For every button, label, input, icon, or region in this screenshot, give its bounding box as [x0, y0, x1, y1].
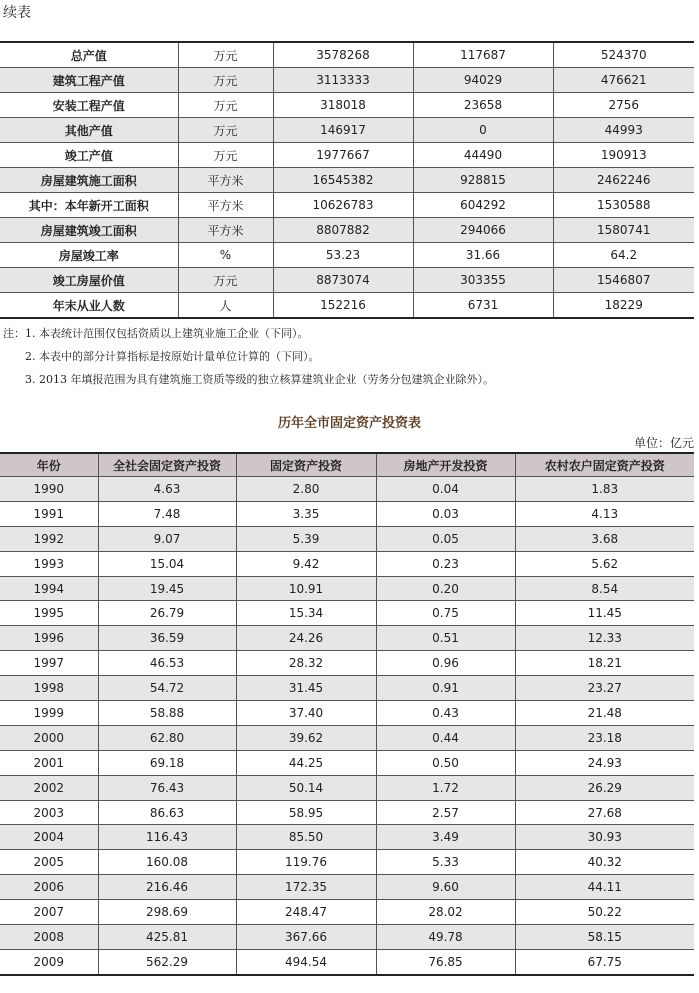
table-cell: 竣工产值 [0, 143, 178, 168]
table-cell: 1580741 [553, 218, 694, 243]
table-row [0, 93, 694, 118]
table-row [0, 193, 694, 218]
table-row [0, 68, 694, 93]
table-cell: 2002 [0, 775, 98, 800]
table-cell: 11.45 [515, 601, 694, 626]
table-cell: 万元 [178, 68, 273, 93]
table-cell: 1997 [0, 651, 98, 676]
table-row [0, 42, 694, 68]
table-cell: 18.21 [515, 651, 694, 676]
table-notes [3, 322, 494, 391]
table-cell: 5.62 [515, 551, 694, 576]
table-cell: 50.22 [515, 900, 694, 925]
table-cell: 2004 [0, 825, 98, 850]
table-cell: 604292 [413, 193, 553, 218]
col-header-real-estate: 房地产开发投资 [376, 453, 515, 477]
table-cell: 1992 [0, 526, 98, 551]
table-row [0, 651, 694, 676]
table-cell: 562.29 [98, 949, 236, 974]
table-cell: 303355 [413, 268, 553, 293]
table-cell: 0.75 [376, 601, 515, 626]
table-cell: 64.2 [553, 243, 694, 268]
table-cell: 49.78 [376, 925, 515, 950]
table-cell: 23.27 [515, 676, 694, 701]
table-cell: 万元 [178, 118, 273, 143]
table-cell: 476621 [553, 68, 694, 93]
table-cell: 竣工房屋价值 [0, 268, 178, 293]
table-cell: 44.25 [236, 750, 376, 775]
table-cell: 万元 [178, 42, 273, 68]
table-cell: 0.44 [376, 725, 515, 750]
table-cell: 1990 [0, 477, 98, 502]
header-row [0, 453, 694, 477]
continued-label: 续表 [3, 5, 31, 21]
table-cell: 4.63 [98, 477, 236, 502]
table-row [0, 800, 694, 825]
table-cell: 160.08 [98, 850, 236, 875]
table-cell: 4.13 [515, 501, 694, 526]
table-cell: 2008 [0, 925, 98, 950]
table-cell: 190913 [553, 143, 694, 168]
table-cell: 1998 [0, 676, 98, 701]
table-cell: 1.72 [376, 775, 515, 800]
table-cell: 2007 [0, 900, 98, 925]
table-cell: 23658 [413, 93, 553, 118]
table-cell: 6731 [413, 293, 553, 319]
table-cell: 85.50 [236, 825, 376, 850]
table-cell: 0 [413, 118, 553, 143]
table-cell: 0.91 [376, 676, 515, 701]
table-row [0, 775, 694, 800]
table-cell: 2009 [33, 954, 65, 969]
table-cell: 10626783 [273, 193, 413, 218]
table-cell: 37.40 [236, 701, 376, 726]
table-cell: 0.05 [376, 526, 515, 551]
table-cell: 3.68 [515, 526, 694, 551]
table-row [0, 725, 694, 750]
table-cell: 76.85 [376, 949, 515, 974]
table-cell: 15.04 [98, 551, 236, 576]
table-row [0, 676, 694, 701]
table-cell: 23.18 [515, 725, 694, 750]
table-cell: 8873074 [273, 268, 413, 293]
table-cell: 3578268 [273, 42, 413, 68]
table-cell: 万元 [178, 268, 273, 293]
table-cell: 1977667 [273, 143, 413, 168]
construction-output-table [0, 41, 694, 319]
table-cell: 总产值 [0, 42, 178, 68]
table-cell: 人 [178, 293, 273, 319]
table-cell: 房屋建筑竣工面积 [0, 218, 178, 243]
table-cell: 31.45 [236, 676, 376, 701]
fixed-asset-investment-table [0, 452, 694, 976]
table-cell: 53.23 [273, 243, 413, 268]
table-cell: 39.62 [236, 725, 376, 750]
table-cell: 平方米 [178, 168, 273, 193]
table-cell: 28.02 [376, 900, 515, 925]
table-cell: 1546807 [553, 268, 694, 293]
table-cell: 69.18 [98, 750, 236, 775]
table-row [0, 576, 694, 601]
table-cell: 0.43 [376, 701, 515, 726]
table-cell: 0.03 [376, 501, 515, 526]
table-cell: 2006 [0, 875, 98, 900]
table-cell: 1999 [0, 701, 98, 726]
table-cell: 50.14 [236, 775, 376, 800]
table-cell: 12.33 [515, 626, 694, 651]
table-row [0, 850, 694, 875]
table-cell: 172.35 [236, 875, 376, 900]
table-cell: 16545382 [273, 168, 413, 193]
table-cell: 8807882 [273, 218, 413, 243]
table-cell: 1994 [0, 576, 98, 601]
table-cell: 1991 [0, 501, 98, 526]
table-cell: 46.53 [98, 651, 236, 676]
table-cell: 2005 [0, 850, 98, 875]
table-row [0, 825, 694, 850]
table-cell: 3113333 [273, 68, 413, 93]
table-cell: 58.15 [515, 925, 694, 950]
table-cell: 19.45 [98, 576, 236, 601]
table-cell: 其中：本年新开工面积 [0, 193, 178, 218]
table-cell: 10.91 [236, 576, 376, 601]
table-cell: 0.23 [376, 551, 515, 576]
table-cell: 5.39 [236, 526, 376, 551]
table-cell: 21.48 [515, 701, 694, 726]
col-header-total-investment: 全社会固定资产投资 [98, 453, 236, 477]
table-row [0, 268, 694, 293]
table-row [0, 551, 694, 576]
table-cell: 0.51 [376, 626, 515, 651]
table-cell: 0.04 [376, 477, 515, 502]
table-cell: 建筑工程产值 [0, 68, 178, 93]
table-cell: 万元 [178, 93, 273, 118]
table-cell: 1996 [0, 626, 98, 651]
investment-table-title: 历年全市固定资产投资表 [277, 416, 421, 431]
table-row [0, 601, 694, 626]
table-cell: 44490 [413, 143, 553, 168]
table-row [0, 118, 694, 143]
note-1: 注：1. 本表统计范围仅包括资质以上建筑业施工企业（下同）。 [3, 327, 309, 340]
table-cell: 27.68 [515, 800, 694, 825]
note-2: 2. 本表中的部分计算指标是按原始计量单位计算的（下同）。 [25, 350, 320, 363]
table-row [0, 626, 694, 651]
table-cell: 86.63 [98, 800, 236, 825]
col-header-year: 年份 [0, 453, 98, 477]
table-cell: 其他产值 [0, 118, 178, 143]
table-row [0, 875, 694, 900]
note-3: 3. 2013 年填报范围为具有建筑施工资质等级的独立核算建筑业企业（劳务分包建筑企业除外）。 [25, 373, 494, 386]
table-cell: 367.66 [236, 925, 376, 950]
table-row [0, 949, 694, 974]
table-cell: 24.93 [515, 750, 694, 775]
unit-label: 单位：亿元 [633, 436, 694, 450]
table-cell: 152216 [273, 293, 413, 319]
table-cell: 248.47 [236, 900, 376, 925]
table-cell: 万元 [178, 143, 273, 168]
table-cell: 房屋建筑施工面积 [0, 168, 178, 193]
table-row [0, 701, 694, 726]
table-cell: 30.93 [515, 825, 694, 850]
table-cell: 2.57 [376, 800, 515, 825]
table-cell: 524370 [553, 42, 694, 68]
table-cell: 2756 [553, 93, 694, 118]
table-cell: 116.43 [98, 825, 236, 850]
table-cell: 928815 [413, 168, 553, 193]
table-cell: 9.60 [376, 875, 515, 900]
table-row [0, 750, 694, 775]
table-cell: 44.11 [515, 875, 694, 900]
table-cell: % [178, 243, 273, 268]
col-header-fixed-investment: 固定资产投资 [236, 453, 376, 477]
table-cell: 425.81 [98, 925, 236, 950]
table-cell: 房屋竣工率 [0, 243, 178, 268]
table-cell: 0.50 [376, 750, 515, 775]
table-cell: 146917 [273, 118, 413, 143]
table-cell: 2.80 [236, 477, 376, 502]
table-cell: 15.34 [236, 601, 376, 626]
table-cell: 安装工程产值 [0, 93, 178, 118]
table-cell: 3.49 [376, 825, 515, 850]
table-cell: 平方米 [178, 193, 273, 218]
table-cell: 119.76 [236, 850, 376, 875]
table-cell: 28.32 [236, 651, 376, 676]
table-cell: 494.54 [236, 949, 376, 974]
table-cell: 0.96 [376, 651, 515, 676]
table-cell: 2003 [0, 800, 98, 825]
table-cell: 9.07 [98, 526, 236, 551]
table-cell: 294066 [413, 218, 553, 243]
table-cell: 94029 [413, 68, 553, 93]
table-cell: 1530588 [553, 193, 694, 218]
table-cell: 7.48 [98, 501, 236, 526]
table-row [0, 925, 694, 950]
table-cell: 26.29 [515, 775, 694, 800]
table-cell: 318018 [273, 93, 413, 118]
table-cell: 58.88 [98, 701, 236, 726]
table-cell: 67.75 [515, 949, 694, 974]
table-cell: 1.83 [515, 477, 694, 502]
table-row [0, 143, 694, 168]
table-cell: 年末从业人数 [52, 298, 125, 313]
table-cell: 62.80 [98, 725, 236, 750]
table-cell: 36.59 [98, 626, 236, 651]
table-cell: 40.32 [515, 850, 694, 875]
table-cell: 2462246 [553, 168, 694, 193]
table-cell: 54.72 [98, 676, 236, 701]
table-row [0, 526, 694, 551]
table-cell: 44993 [553, 118, 694, 143]
table-cell: 18229 [553, 293, 694, 319]
table-row [0, 477, 694, 502]
table-cell: 9.42 [236, 551, 376, 576]
table-cell: 117687 [413, 42, 553, 68]
table-cell: 58.95 [236, 800, 376, 825]
table-cell: 216.46 [98, 875, 236, 900]
table-row [0, 243, 694, 268]
table-cell: 298.69 [98, 900, 236, 925]
table-cell: 8.54 [515, 576, 694, 601]
table-cell: 平方米 [178, 218, 273, 243]
table-cell: 1993 [0, 551, 98, 576]
table-cell: 76.43 [98, 775, 236, 800]
table-cell: 3.35 [236, 501, 376, 526]
table-row [0, 293, 694, 319]
table-cell: 2000 [0, 725, 98, 750]
table-row [0, 900, 694, 925]
table-cell: 31.66 [413, 243, 553, 268]
table-cell: 26.79 [98, 601, 236, 626]
table-cell: 5.33 [376, 850, 515, 875]
table-row [0, 168, 694, 193]
table-cell: 0.20 [376, 576, 515, 601]
table-cell: 2001 [0, 750, 98, 775]
table-row [0, 218, 694, 243]
table-row [0, 501, 694, 526]
table-cell: 24.26 [236, 626, 376, 651]
col-header-rural: 农村农户固定资产投资 [515, 453, 694, 477]
table-cell: 1995 [0, 601, 98, 626]
